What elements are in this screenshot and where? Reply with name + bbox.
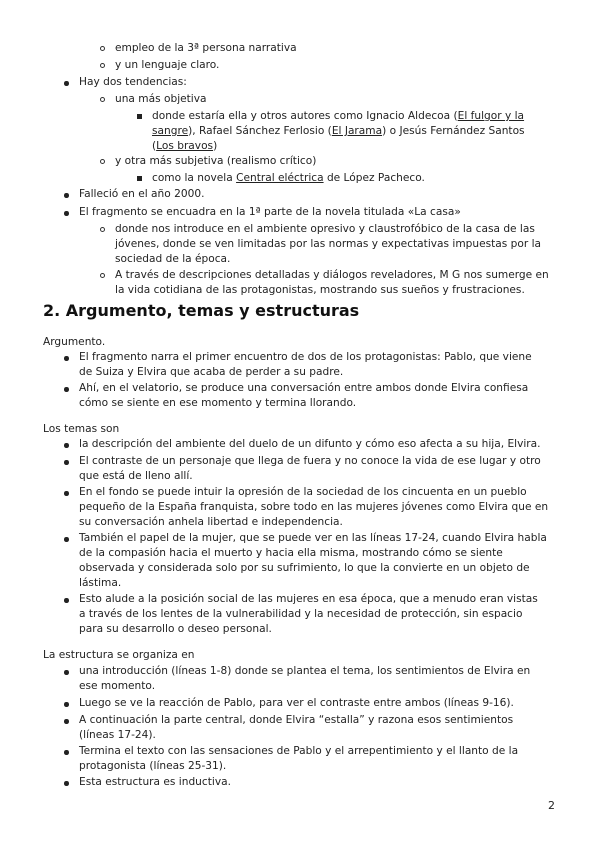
list-item-continued: ese momento.	[79, 680, 156, 692]
bullet-dot	[64, 537, 69, 542]
section-heading: 2. Argumento, temas y estructuras	[43, 301, 360, 320]
list-item: Termina el texto con las sensaciones de Pablo y el arrepentimiento y el llanto de la	[79, 745, 519, 757]
bullet-dot	[64, 443, 69, 448]
bullet-circle	[100, 46, 105, 51]
bullet-dot	[64, 781, 69, 786]
list-item: Ahí, en el velatorio, se produce una conversación entre ambos donde Elvira confiesa	[79, 382, 529, 394]
bullet-dot	[64, 750, 69, 755]
bullet-dot	[64, 211, 69, 216]
bullet-dot	[64, 702, 69, 707]
list-item: El fragmento narra el primer encuentro de dos de los protagonistas: Pablo, que viene	[79, 351, 532, 363]
list-item-continued: su conversación anhela libertad e independencia.	[79, 516, 343, 528]
list-item: Luego se ve la reacción de Pablo, para ver el contraste entre ambos (líneas 9-16).	[79, 697, 514, 709]
list-item: También el papel de la mujer, que se puede ver en las líneas 17-24, cuando Elvira habla	[79, 532, 547, 544]
bullet-dot	[64, 670, 69, 675]
list-item-continued: observada y considerada solo por su sufrimiento, lo que la convierte en un objeto de	[79, 562, 530, 574]
bullet-dot	[64, 491, 69, 496]
list-item: Esta estructura es inductiva.	[79, 776, 231, 788]
bullet-dot	[64, 598, 69, 603]
bullet-dot	[64, 387, 69, 392]
list-item: la descripción del ambiente del duelo de un difunto y cómo eso afecta a su hija, Elvira.	[79, 438, 541, 450]
list-item: una introducción (líneas 1-8) donde se plantea el tema, los sentimientos de Elvira en	[79, 665, 531, 677]
page-number: 2	[548, 799, 555, 812]
list-item-continued: jóvenes, donde se ven limitadas por las normas y expectativas impuestas por la	[115, 238, 542, 250]
bullet-circle	[100, 63, 105, 68]
bullet-circle	[100, 227, 105, 232]
bullet-circle	[100, 273, 105, 278]
list-item: Esto alude a la posición social de las mujeres en esa época, que a menudo eran vistas	[79, 593, 538, 605]
list-item: Falleció en el año 2000.	[79, 188, 205, 200]
paragraph-label: Argumento.	[43, 336, 106, 348]
bullet-circle	[100, 159, 105, 164]
book-title: El fulgor y la	[457, 110, 525, 122]
book-title: Central eléctrica	[236, 172, 324, 184]
bullet-dot	[64, 356, 69, 361]
list-item: empleo de la 3ª persona narrativa	[115, 42, 297, 54]
paragraph-label: Los temas son	[43, 423, 120, 435]
list-item: A través de descripciones detalladas y diálogos reveladores, M G nos sumerge en	[115, 269, 549, 281]
bullet-dot	[64, 81, 69, 86]
bullet-dot	[64, 719, 69, 724]
bullet-square	[137, 176, 142, 181]
list-item-continued: sangre), Rafael Sánchez Ferlosio (El Jarama) o Jesús Fernández Santos	[152, 125, 525, 137]
list-item-continued: para su desarrollo o deseo personal.	[79, 623, 272, 635]
book-title: El Jarama	[331, 125, 383, 137]
list-item: donde nos introduce en el ambiente opresivo y claustrofóbico de la casa de las	[115, 223, 535, 235]
list-item-continued: sociedad de la época.	[115, 253, 231, 265]
book-title: Los bravos	[156, 140, 214, 152]
list-item-continued: de la compasión hacia el muerto y hacia ella misma, mostrando cómo se siente	[79, 547, 503, 559]
list-item-continued: que está de lleno allí.	[79, 470, 193, 482]
list-item-continued: protagonista (líneas 25-31).	[79, 760, 227, 772]
list-item-continued: la vida cotidiana de las protagonistas, mostrando sus sueños y frustraciones.	[115, 284, 525, 296]
list-item: A continuación la parte central, donde Elvira “estalla” y razona esos sentimientos	[79, 714, 514, 726]
list-item: El fragmento se encuadra en la 1ª parte de la novela titulada «La casa»	[79, 206, 461, 218]
list-item: y un lenguaje claro.	[115, 59, 220, 71]
list-item: donde estaría ella y otros autores como Ignacio Aldecoa (El fulgor y la	[152, 110, 525, 122]
list-item-continued: (líneas 17-24).	[79, 729, 156, 741]
book-title: sangre	[152, 125, 189, 137]
list-item: y otra más subjetiva (realismo crítico)	[115, 155, 317, 167]
list-item-continued: (Los bravos)	[152, 140, 218, 152]
bullet-dot	[64, 193, 69, 198]
list-item-continued: pequeño de la España franquista, sobre todo en las mujeres jóvenes como Elvira que en	[79, 501, 549, 513]
paragraph-label: La estructura se organiza en	[43, 649, 195, 661]
bullet-circle	[100, 97, 105, 102]
list-item-continued: de Suiza y Elvira que acaba de perder a su padre.	[79, 366, 344, 378]
bullet-square	[137, 114, 142, 119]
list-item: como la novela Central eléctrica de López Pacheco.	[152, 172, 425, 184]
list-item-continued: cómo se siente en ese momento y termina llorando.	[79, 397, 357, 409]
list-item: Hay dos tendencias:	[79, 76, 187, 88]
list-item: una más objetiva	[115, 93, 207, 105]
list-item-continued: lástima.	[79, 577, 122, 589]
bullet-dot	[64, 460, 69, 465]
list-item: El contraste de un personaje que llega de fuera y no conoce la vida de ese lugar y otro	[79, 455, 541, 467]
list-item-continued: a través de los lentes de la vulnerabilidad y la necesidad de protección, sin espacio	[79, 608, 523, 620]
list-item: En el fondo se puede intuir la opresión de la sociedad de los cincuenta en un pueblo	[79, 486, 527, 498]
